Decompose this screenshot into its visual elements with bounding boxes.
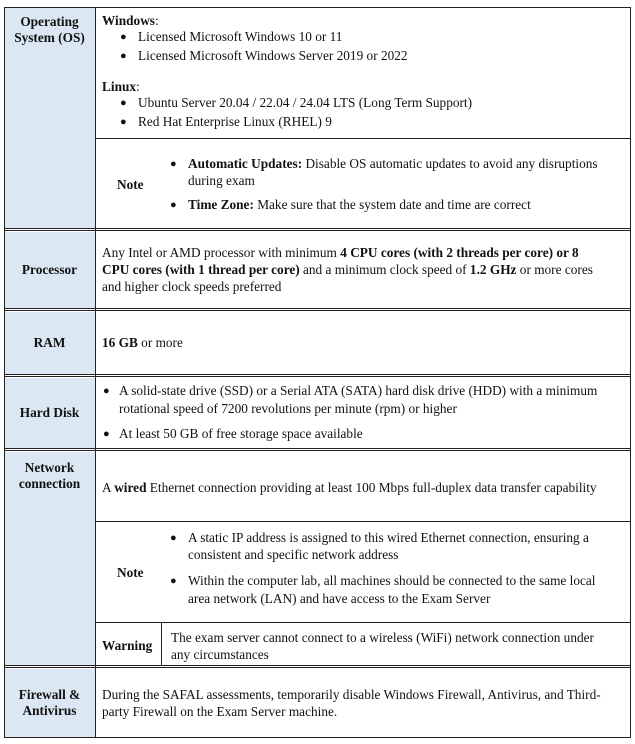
os-note-item-cont: during exam: [188, 173, 255, 188]
network-note-item-cont: consistent and specific network address: [188, 547, 399, 562]
os-label-line1: Operating: [20, 14, 79, 29]
windows-item: Licensed Microsoft Windows Server 2019 or 2022: [138, 48, 408, 63]
network-label-line2: connection: [18, 476, 81, 491]
firewall-label-line2: Antivirus: [22, 703, 77, 718]
firewall-line1: During the SAFAL assessments, temporarily disable Windows Firewall, Antivirus, and Third-: [102, 687, 601, 702]
label-column-border: [95, 7, 96, 738]
disk-label-cell: [4, 378, 95, 448]
bullet-icon: ●: [170, 199, 177, 211]
table-top-border: [4, 7, 631, 8]
row-divider-disk-network: [4, 448, 631, 451]
disk-item1-line2: rotational speed of 7200 revolutions per minute (rpm) or higher: [119, 401, 457, 416]
processor-line2: CPU cores (with 1 thread per core) and a minimum clock speed of 1.2 GHz or more cores: [102, 262, 593, 277]
windows-heading: Windows:: [102, 13, 159, 28]
warning-line2: any circumstances: [171, 647, 269, 662]
bullet-icon: ●: [103, 428, 110, 440]
firewall-line2: party Firewall on the Exam Server machine.: [102, 704, 338, 719]
linux-heading: Linux:: [102, 79, 140, 94]
processor-label-cell: [4, 232, 95, 308]
os-note-label: Note: [117, 177, 144, 192]
firewall-label-cell: [4, 669, 95, 737]
os-label-cell: [4, 8, 95, 228]
bullet-icon: ●: [170, 158, 177, 170]
network-label-cell: [4, 452, 95, 665]
network-note-item-cont: area network (LAN) and have access to the Exam Server: [188, 591, 491, 606]
processor-label: Processor: [21, 262, 78, 277]
network-note-item: Within the computer lab, all machines should be connected to the same local: [188, 573, 596, 588]
warning-label-border: [161, 622, 162, 666]
warning-label: Warning: [102, 638, 153, 653]
ram-value: 16 GB or more: [102, 335, 183, 350]
network-label-line1: Network: [24, 460, 75, 475]
processor-line3: and higher clock speeds preferred: [102, 279, 282, 294]
table-right-border: [630, 7, 631, 738]
bullet-icon: ●: [120, 31, 127, 43]
linux-item: Ubuntu Server 20.04 / 22.04 / 24.04 LTS (Long Term Support): [138, 95, 473, 110]
ram-label-cell: [4, 312, 95, 374]
table-left-border: [4, 7, 5, 738]
firewall-label-line1: Firewall &: [18, 687, 81, 702]
os-label-line2: System (OS): [14, 30, 85, 45]
network-description: A wired Ethernet connection providing at least 100 Mbps full-duplex data transfer capability: [102, 480, 597, 495]
disk-item2: At least 50 GB of free storage space available: [119, 426, 363, 441]
network-warning-divider: [95, 622, 631, 623]
bullet-icon: ●: [103, 385, 110, 397]
disk-item1-line1: A solid-state drive (SSD) or a Serial ATA (SATA) hard disk drive (HDD) with a minimum: [119, 383, 598, 398]
network-note-divider: [95, 521, 631, 522]
row-divider-network-firewall: [4, 665, 631, 668]
row-divider-processor-ram: [4, 308, 631, 311]
disk-label: Hard Disk: [19, 405, 80, 420]
bullet-icon: ●: [120, 116, 127, 128]
bullet-icon: ●: [120, 50, 127, 62]
processor-line1: Any Intel or AMD processor with minimum 4 CPU cores (with 2 threads per core) or 8: [102, 245, 579, 260]
bullet-icon: ●: [120, 97, 127, 109]
bullet-icon: ●: [170, 575, 177, 587]
os-note-divider: [95, 138, 631, 139]
ram-label: RAM: [33, 335, 66, 350]
linux-item: Red Hat Enterprise Linux (RHEL) 9: [138, 114, 332, 129]
network-note-item: A static IP address is assigned to this wired Ethernet connection, ensuring a: [188, 530, 589, 545]
row-divider-os-processor: [4, 228, 631, 231]
windows-item: Licensed Microsoft Windows 10 or 11: [138, 29, 343, 44]
network-note-label: Note: [117, 565, 144, 580]
os-note-item: Automatic Updates: Disable OS automatic updates to avoid any disruptions: [188, 156, 598, 171]
table-bottom-border: [4, 737, 631, 738]
bullet-icon: ●: [170, 532, 177, 544]
row-divider-ram-disk: [4, 374, 631, 377]
warning-line1: The exam server cannot connect to a wireless (WiFi) network connection under: [171, 630, 594, 645]
os-note-item: Time Zone: Make sure that the system date and time are correct: [188, 197, 531, 212]
